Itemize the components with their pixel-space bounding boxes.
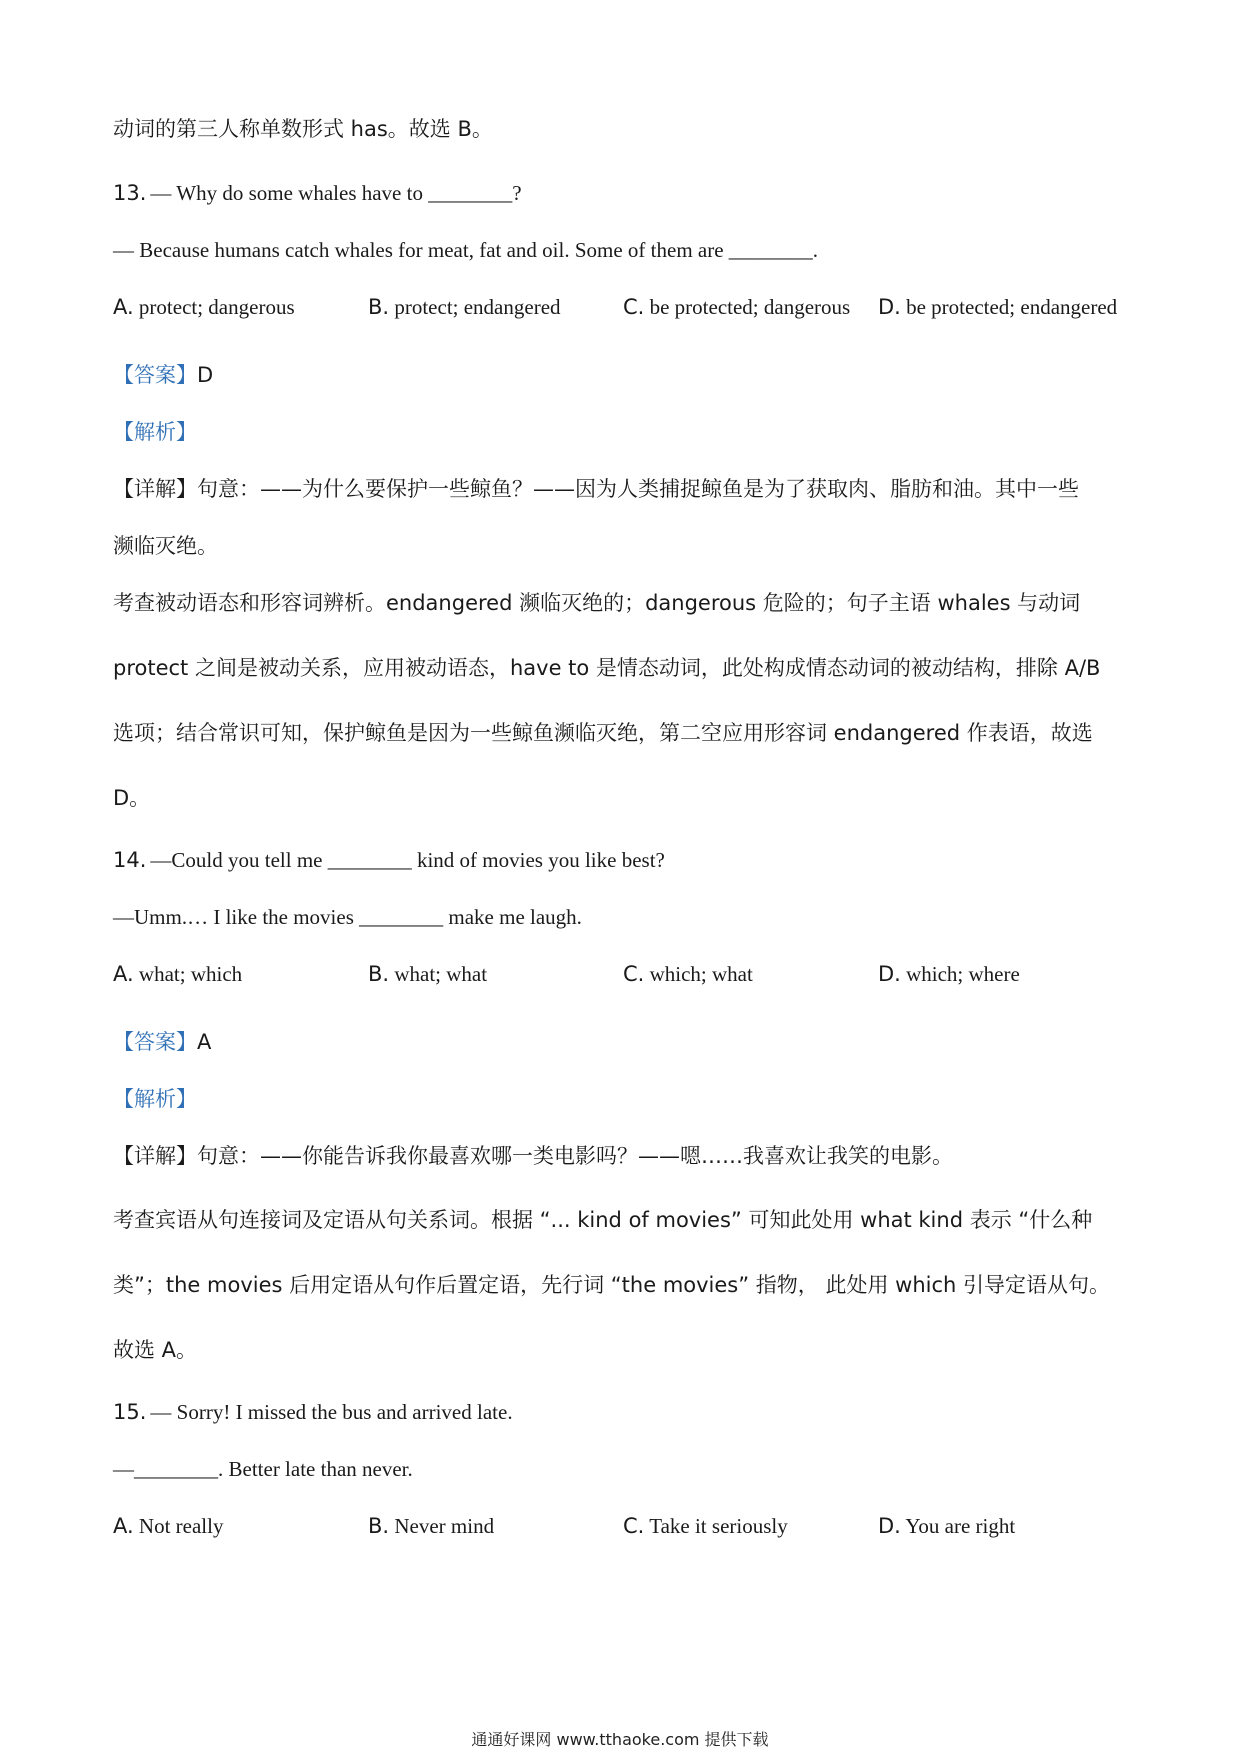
question-13-detail-4: protect 之间是被动关系，应用被动语态，have to 是情态动词，此处构成情态动词的被动结构，排除 A/B xyxy=(113,656,1101,680)
question-13-option-d: D. be protected; endangered xyxy=(878,295,1118,319)
stem-text: — Why do some whales have to ________? xyxy=(150,181,522,205)
question-15-option-b: B. Never mind xyxy=(368,1514,495,1538)
question-15-stem-2: —________. Better late than never. xyxy=(113,1457,413,1481)
question-13-analysis-label: 【解析】 xyxy=(113,420,197,444)
question-14-stem-1 xyxy=(113,848,665,873)
question-13-stem-1 xyxy=(113,181,522,206)
intro-line: 动词的第三人称单数形式 has。故选 B。 xyxy=(113,117,493,141)
answer-label: 【答案】 xyxy=(113,363,197,387)
question-14-option-b: B. what; what xyxy=(368,962,488,986)
question-14-option-a: A. what; which xyxy=(113,962,243,986)
question-14-analysis-label: 【解析】 xyxy=(113,1087,197,1111)
question-15-option-c: C. Take it seriously xyxy=(623,1514,788,1538)
question-15-option-a: A. Not really xyxy=(113,1514,224,1538)
question-14-option-c: C. which; what xyxy=(623,962,753,986)
question-13-option-a: A. protect; dangerous xyxy=(113,295,295,319)
stem-text: —Could you tell me ________ kind of movies you like best? xyxy=(150,848,665,872)
question-number: 13. xyxy=(113,181,147,205)
question-number: 14. xyxy=(113,848,147,872)
question-15-stem-1 xyxy=(113,1400,513,1425)
question-14-detail-3: 类”；the movies 后用定语从句作后置定语，先行词 “the movies” 指物， 此处用 which 引导定语从句。 xyxy=(113,1273,1110,1297)
question-13-option-c: C. be protected; dangerous xyxy=(623,295,851,319)
question-14-detail-1: 【详解】句意：——你能告诉我你最喜欢哪一类电影吗？——嗯……我喜欢让我笑的电影。 xyxy=(113,1144,953,1168)
question-14-option-d: D. which; where xyxy=(878,962,1020,986)
question-13-detail-2: 濒临灭绝。 xyxy=(113,534,218,558)
question-14-detail-4: 故选 A。 xyxy=(113,1338,198,1362)
question-13-option-b: B. protect; endangered xyxy=(368,295,561,319)
page-footer: 通通好课网 www.tthaoke.com 提供下载 xyxy=(471,1730,769,1749)
question-14-stem-2: —Umm.… I like the movies ________ make me laugh. xyxy=(113,905,582,929)
question-13-detail-3: 考查被动语态和形容词辨析。endangered 濒临灭绝的；dangerous 危险的；句子主语 whales 与动词 xyxy=(113,591,1081,615)
question-13-stem-2: — Because humans catch whales for meat, fat and oil. Some of them are ________. xyxy=(113,238,819,262)
question-13-detail-5: 选项；结合常识可知，保护鲸鱼是因为一些鲸鱼濒临灭绝，第二空应用形容词 endangered 作表语，故选 xyxy=(113,721,1093,745)
question-number: 15. xyxy=(113,1400,147,1424)
question-13-detail-1: 【详解】句意：——为什么要保护一些鲸鱼？——因为人类捕捉鲸鱼是为了获取肉、脂肪和油。其中一些 xyxy=(113,477,1079,501)
question-15-option-d: D. You are right xyxy=(878,1514,1016,1538)
question-13-answer xyxy=(113,359,213,389)
answer-value: A xyxy=(197,1030,212,1054)
question-14-answer xyxy=(113,1026,211,1056)
question-13-detail-6: D。 xyxy=(113,786,151,810)
answer-label: 【答案】 xyxy=(113,1030,197,1054)
answer-value: D xyxy=(197,363,214,387)
stem-text: — Sorry! I missed the bus and arrived late. xyxy=(150,1400,513,1424)
question-14-detail-2: 考查宾语从句连接词及定语从句关系词。根据 “... kind of movies” 可知此处用 what kind 表示 “什么种 xyxy=(113,1208,1093,1232)
